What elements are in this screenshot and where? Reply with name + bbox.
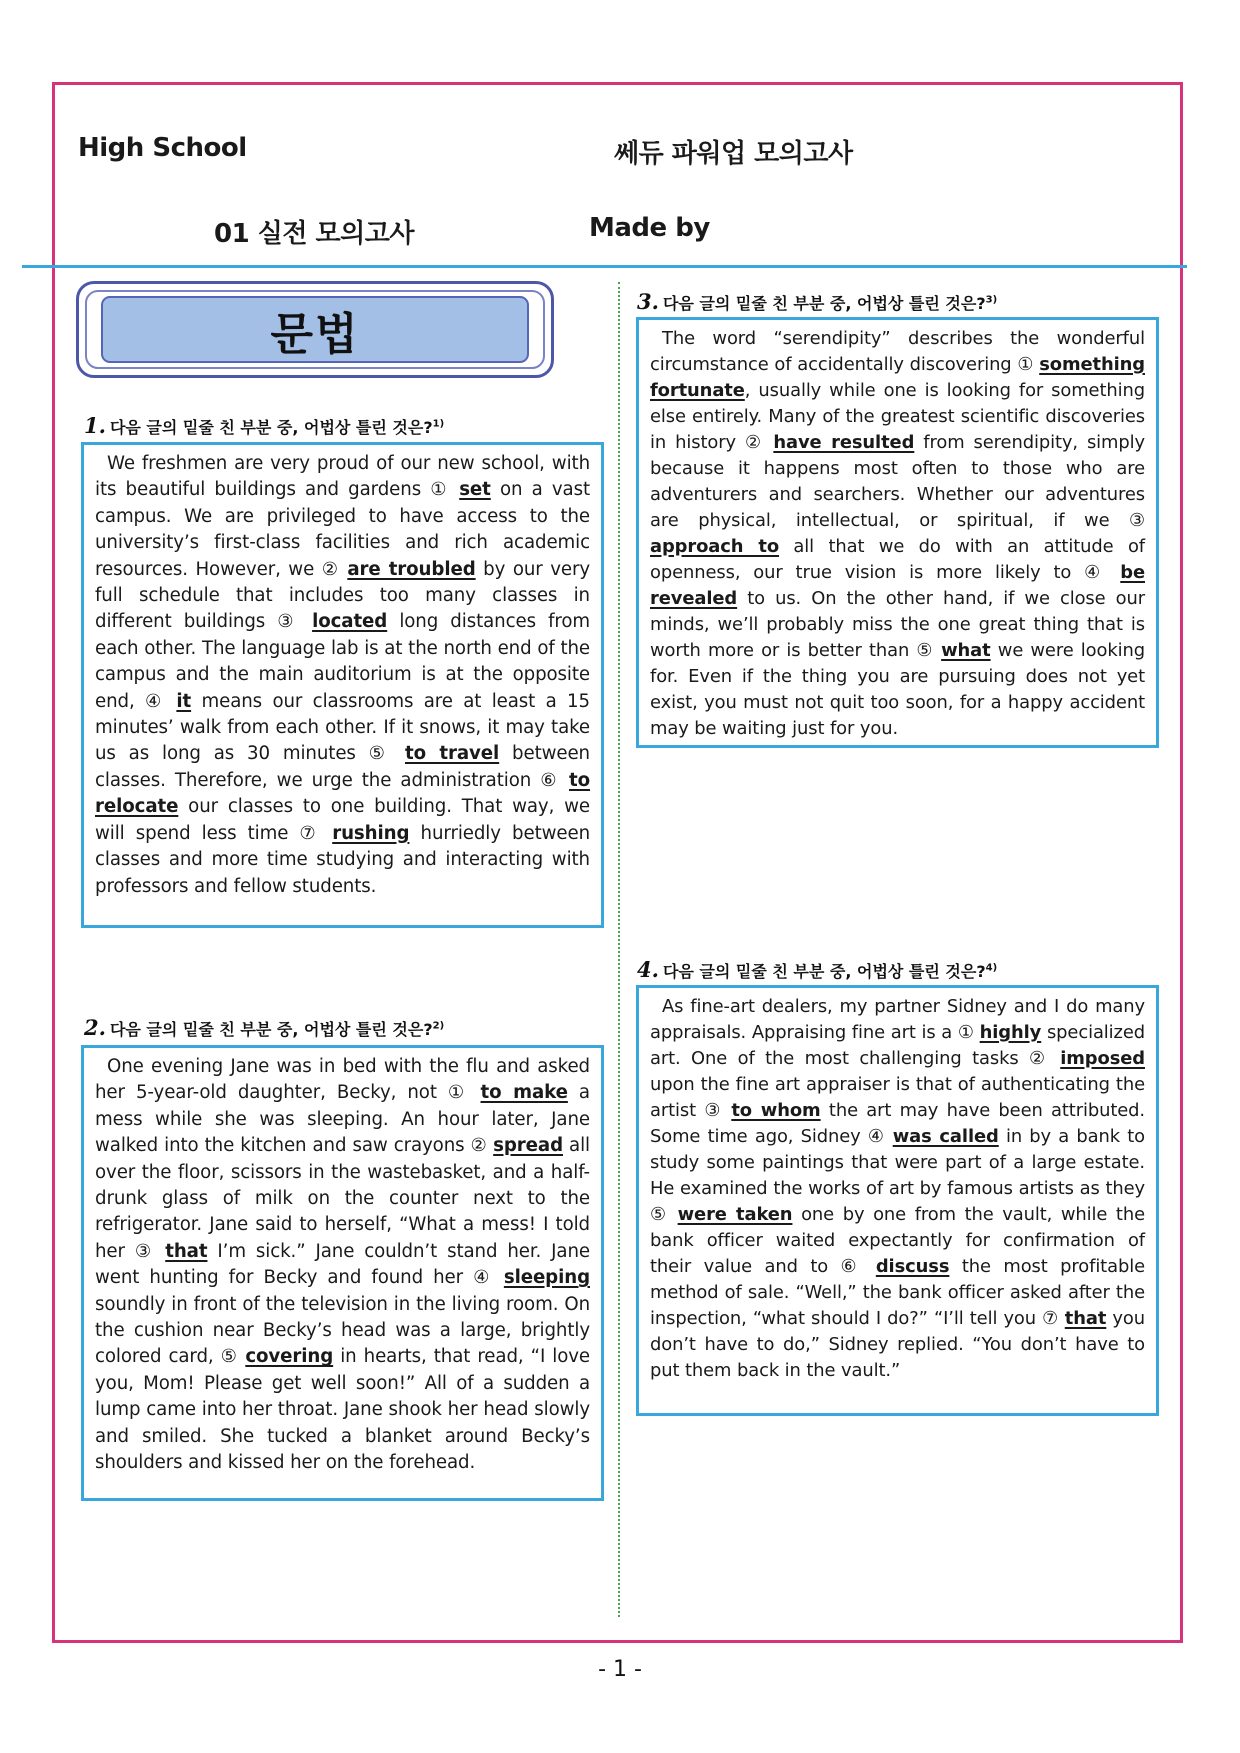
passage-text: between classes. Therefore, we urge the administration ⑥ [95,743,590,791]
page-number: - 1 - [598,1657,642,1682]
underlined-choice: highly [979,1022,1042,1043]
question-prompt: 다음 글의 밑줄 친 부분 중, 어법상 틀린 것은? [109,1020,433,1039]
school-label: High School [78,133,247,163]
underlined-choice: are troubled [347,558,476,580]
passage-text: As fine-art dealers, my partner Sidney and I do many appraisals. Appraising fine art is a ① [650,996,1145,1043]
passage-text: The word “serendipity” describes the wonderful circumstance of accidentally discovering ① [650,328,1145,375]
series-title: 쎄듀 파워업 모의고사 [614,139,853,169]
underlined-choice: that [1064,1308,1107,1329]
underlined-choice: to whom [731,1100,821,1121]
passage-text: you don’t have to do,” Sidney replied. “You don’t have to put them back in the vault.” [650,1308,1145,1381]
passage-text: upon the fine art appraiser is that of authenticating the artist ③ [650,1074,1145,1121]
underlined-choice: to travel [404,743,500,765]
underlined-choice: set [459,479,491,501]
question-title-1 [84,413,444,438]
passage-text: means our classrooms are at least a 15 minutes’ walk from each other. If it snows, it may take us as long as 30 minutes ⑤ [95,690,590,765]
passage-text: all that we do with an attitude of openness, our true vision is more likely to ④ [650,536,1145,583]
exam-title: 01 실전 모의고사 [214,219,414,249]
question-number: 1. [84,413,106,438]
passage-text: soundly in front of the television in the living room. On the cushion near Becky’s head was a large, brightly colored card, ⑤ [95,1293,590,1368]
passage-text: hurriedly between classes and more time studying and interacting with professors and fellow students. [95,822,591,897]
underlined-choice: it [176,690,192,712]
passage-text: We freshmen are very proud of our new school, with its beautiful buildings and gardens ① [95,453,590,501]
question-title-3 [637,289,997,314]
passage-text: in by a bank to study some paintings that were part of a large estate. He examined the works of art by famous artists as they ⑤ [650,1126,1145,1225]
underlined-choice: rushing [332,822,410,844]
question-prompt: 다음 글의 밑줄 친 부분 중, 어법상 틀린 것은? [662,962,986,981]
passage-text: on a vast campus. We are privileged to have access to the university’s first-class facilities and rich academic resources. However, we ② [95,479,590,580]
question-number: 2. [84,1015,106,1040]
underlined-choice: to relocate [95,769,590,818]
passage-text: our classes to one building. That way, we will spend less time ⑦ [95,796,590,844]
question-prompt: 다음 글의 밑줄 친 부분 중, 어법상 틀린 것은? [109,418,433,437]
header-divider [22,265,1187,268]
footnote-mark: 1) [432,418,445,430]
underlined-choice: be revealed [650,562,1145,609]
passage-text: the art may have been attributed. Some time ago, Sidney ④ [650,1100,1145,1147]
footnote-mark: 3) [985,294,998,306]
underlined-choice: were taken [677,1204,793,1225]
footnote-mark: 4) [985,962,998,974]
passage-text: we were looking for. Even if the thing you are pursuing does not yet exist, you must not quit too soon, for a happy accident may be waiting just for you. [650,640,1145,739]
passage-text: the most profitable method of sale. “Well,” the bank officer asked after the inspection, “what should I do?” “I’ll tell you ⑦ [650,1256,1145,1329]
underlined-choice: that [165,1240,208,1262]
passage-text: one by one from the vault, while the bank officer waited expectantly for confirmation of their value and to ⑥ [650,1204,1145,1277]
passage-text: One evening Jane was in bed with the flu and asked her 5-year-old daughter, Becky, not ① [95,1056,590,1104]
underlined-choice: covering [245,1346,334,1368]
underlined-choice: to make [480,1082,568,1104]
underlined-choice: imposed [1060,1048,1145,1069]
section-title: 문법 [101,296,529,363]
question-title-4 [637,957,997,982]
passage-text: , usually while one is looking for something else entirely. Many of the greatest scientific discoveries in history ② [650,380,1145,453]
underlined-choice: was called [892,1126,999,1147]
passage-text: a mess while she was sleeping. An hour later, Jane walked into the kitchen and saw crayons ② [95,1082,590,1157]
passage-text: to us. On the other hand, if we close our minds, we’ll probably miss the one great thing that is worth more or is better than ⑤ [650,588,1145,661]
passage-text: by our very full schedule that includes too many classes in different buildings ③ [95,558,590,633]
passage-box-3 [636,317,1159,748]
passage-text: specialized art. One of the most challenging tasks ② [650,1022,1145,1069]
question-prompt: 다음 글의 밑줄 친 부분 중, 어법상 틀린 것은? [662,294,986,313]
question-title-2 [84,1015,444,1040]
passage-text: from serendipity, simply because it happens most often to those who are adventurers and searchers. Whether our adventures are physical, intellectual, or spiritual, if we ③ [650,432,1145,531]
passage-text: long distances from each other. The language lab is at the north end of the campus and the main auditorium is at the opposite end, ④ [95,611,590,712]
passage-text: in hearts, that read, “I love you, Mom! Please get well soon!” All of a sudden a lump came into her throat. Jane shook her head slowly and smiled. She tucked a blanket around Becky’s shoulders and kissed her on the forehead. [95,1346,591,1474]
passage-box-4 [636,985,1159,1416]
column-divider [618,282,620,1617]
underlined-choice: something fortunate [650,354,1145,401]
underlined-choice: what [941,640,991,661]
section-badge [76,281,554,378]
passage-box-2 [81,1045,604,1501]
question-number: 3. [637,289,659,314]
underlined-choice: located [312,611,388,633]
underlined-choice: spread [493,1135,563,1157]
underlined-choice: have resulted [773,432,915,453]
passage-box-1 [81,442,604,928]
made-by-label: Made by [589,213,710,243]
footnote-mark: 2) [432,1020,445,1032]
underlined-choice: approach to [650,536,780,557]
underlined-choice: discuss [875,1256,950,1277]
question-number: 4. [637,957,659,982]
passage-text: I’m sick.” Jane couldn’t stand her. Jane went hunting for Becky and found her ④ [95,1240,590,1289]
underlined-choice: sleeping [503,1267,590,1289]
passage-text: all over the floor, scissors in the wastebasket, and a half-drunk glass of milk on the counter next to the refrigerator. Jane said to herself, “What a mess! I told her ③ [95,1135,590,1262]
